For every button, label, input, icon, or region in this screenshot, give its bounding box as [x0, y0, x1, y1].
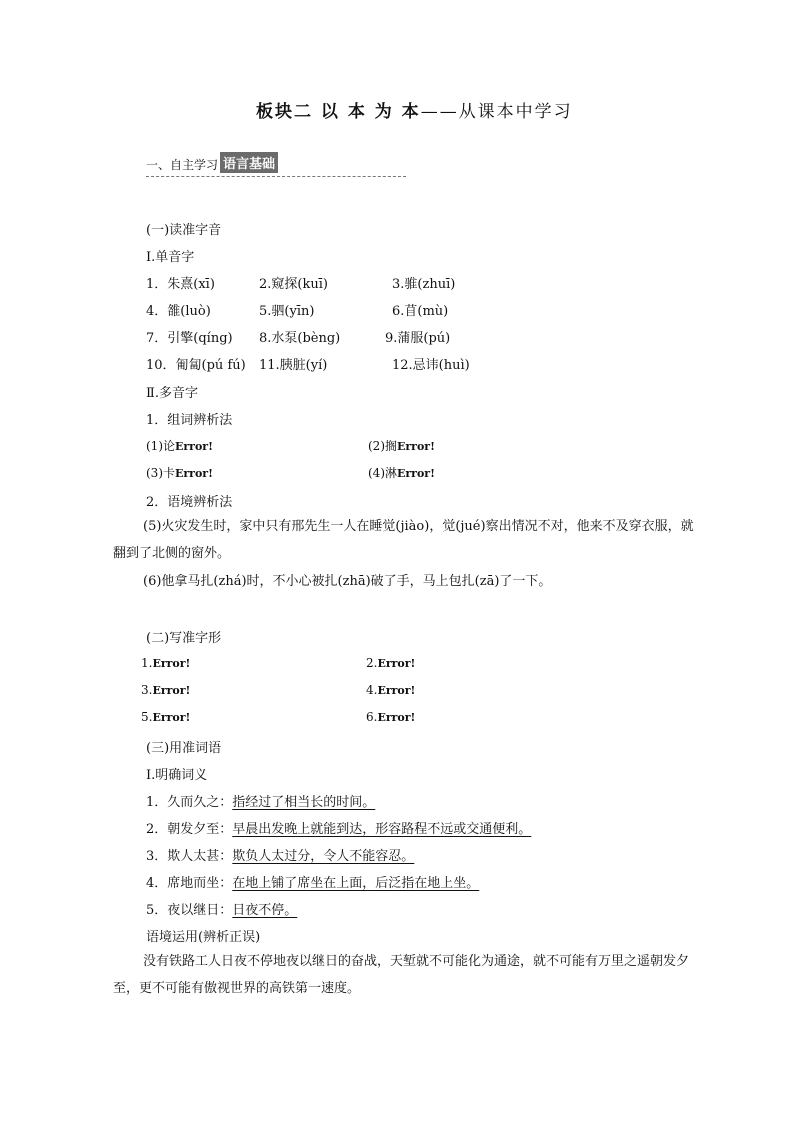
part1-heading: (一)读准字音 — [146, 223, 222, 238]
section-boxed-label: 语言基础 — [220, 152, 278, 173]
glyph-item — [141, 683, 190, 697]
single-item: 5.驷(yīn) — [259, 304, 315, 319]
glyph-item — [366, 656, 415, 670]
definition-text: 指经过了相当长的时间。 — [232, 795, 376, 810]
glyph-item — [366, 683, 415, 697]
item-number: 2. — [366, 656, 378, 670]
part3-heading: (三)用准词语 — [146, 741, 222, 756]
item-number: 5. — [141, 710, 153, 724]
method1-item — [368, 464, 435, 481]
method1-item-text: (1)论 — [146, 439, 175, 453]
definition-text: 日夜不停。 — [232, 903, 298, 918]
definition-item — [146, 872, 479, 891]
definition-term: 5．夜以继日： — [146, 903, 233, 918]
method2-paragraph-6: (6)他拿马扎(zhá)时，不小心被扎(zhā)破了手，马上包扎(zā)了一下。 — [143, 574, 552, 589]
context-heading: 语境运用(辨析正误) — [146, 930, 261, 945]
single-item: 1．朱熹(xī) — [146, 277, 215, 292]
definition-item — [146, 818, 531, 837]
glyph-item — [141, 710, 190, 724]
glyph-item — [366, 710, 415, 724]
error-field: Error! — [377, 711, 416, 724]
part2-heading: (二)写准字形 — [146, 631, 222, 646]
method1-item — [146, 437, 213, 454]
error-field: Error! — [152, 657, 191, 670]
single-item: 8.水泵(bèng) — [259, 331, 341, 346]
single-item: 3.骓(zhuī) — [392, 277, 456, 292]
method2-heading: 2．语境辨析法 — [146, 495, 233, 510]
definition-text: 在地上铺了席坐在上面，后泛指在地上坐。 — [232, 876, 480, 891]
definition-term: 3．欺人太甚： — [146, 849, 233, 864]
title-main: 板块二 以 本 为 本 — [256, 102, 421, 122]
glyph-item — [141, 656, 190, 670]
error-field: Error! — [377, 657, 416, 670]
context-paragraph: 没有铁路工人日夜不停地夜以继日的奋战，天堑就不可能化为通途，就不可能有万里之遥朝发夕至，更不可能有傲视世界的高铁第一速度。 — [113, 954, 690, 996]
error-field: Error! — [397, 467, 435, 480]
multi-heading: Ⅱ.多音字 — [146, 386, 198, 401]
definition-term: 4．席地而坐： — [146, 876, 233, 891]
single-item: 2.窥探(kuī) — [259, 277, 328, 292]
section-header — [146, 152, 278, 173]
definition-item — [146, 791, 375, 810]
single-item: 10．匍匐(pú fú) — [146, 358, 246, 373]
page-title — [256, 97, 573, 122]
definition-term: 1．久而久之： — [146, 795, 233, 810]
title-sub: ——从课本中学习 — [420, 102, 573, 122]
error-field: Error! — [175, 440, 213, 453]
definition-item — [146, 899, 297, 918]
single-item: 12.忌讳(huì) — [392, 358, 470, 373]
method1-heading: 1．组词辨析法 — [146, 413, 233, 428]
section-divider — [146, 176, 406, 177]
definition-text: 欺负人太过分，令人不能容忍。 — [232, 849, 415, 864]
method1-item — [368, 437, 435, 454]
section-label: 一、自主学习 — [146, 158, 219, 172]
method1-item-text: (2)搁 — [368, 439, 397, 453]
error-field: Error! — [152, 711, 191, 724]
error-field: Error! — [152, 684, 191, 697]
item-number: 1. — [141, 656, 153, 670]
definition-text: 早晨出发晚上就能到达，形容路程不远或交通便利。 — [232, 822, 532, 837]
single-item: 9.蒲服(pú) — [385, 331, 451, 346]
item-number: 6. — [366, 710, 378, 724]
item-number: 3. — [141, 683, 153, 697]
error-field: Error! — [377, 684, 416, 697]
method2-paragraph-5: (5)火灾发生时，家中只有邢先生一人在睡觉(jiào)，觉(jué)察出情况不对，他来不及穿衣服，就翻到了北侧的窗外。 — [113, 519, 694, 561]
item-number: 4. — [366, 683, 378, 697]
method1-item-text: (3)卡 — [146, 466, 175, 480]
definition-item — [146, 845, 414, 864]
method1-item-text: (4)淋 — [368, 466, 397, 480]
definition-term: 2．朝发夕至： — [146, 822, 233, 837]
single-heading: Ⅰ.单音字 — [146, 250, 195, 265]
single-item: 4．雒(luò) — [146, 304, 211, 319]
part3-sub-heading: Ⅰ.明确词义 — [146, 768, 208, 783]
single-item: 11.胰脏(yí) — [259, 358, 328, 373]
method1-item — [146, 464, 213, 481]
error-field: Error! — [175, 467, 213, 480]
single-item: 6.苜(mù) — [392, 304, 449, 319]
single-item: 7．引擎(qíng) — [146, 331, 233, 346]
error-field: Error! — [397, 440, 435, 453]
